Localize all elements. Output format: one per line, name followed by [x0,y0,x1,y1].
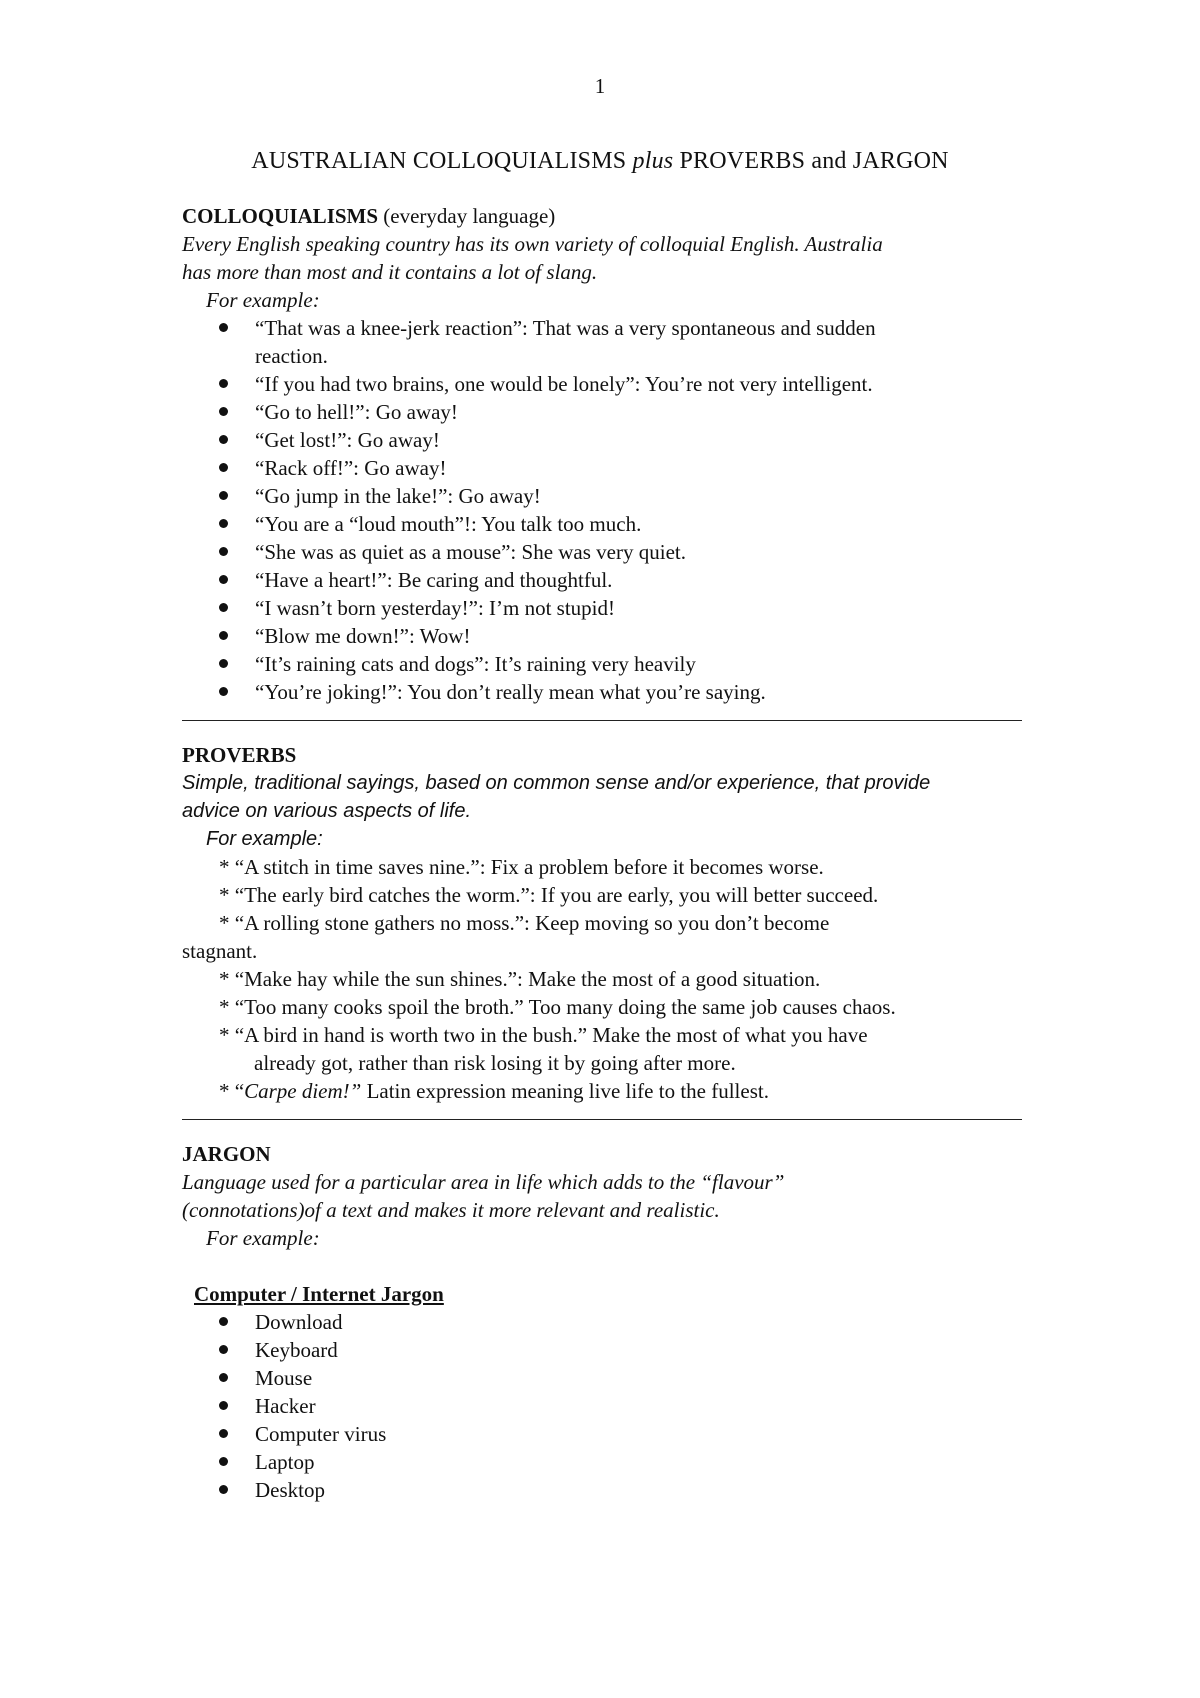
jargon-list [182,1308,1022,1504]
list-item-text: “I wasn’t born yesterday!”: I’m not stupid! [255,596,616,620]
document-body [182,202,1022,1504]
list-item [182,1448,1022,1476]
bullet-icon [219,687,228,696]
jargon-heading: JARGON [182,1142,271,1166]
jargon-description-line1: Language used for a particular area in life which adds to the “flavour” [182,1170,785,1194]
list-item [182,482,1022,510]
colloquialisms-heading: COLLOQUIALISMS [182,204,379,228]
list-item-text: Download [255,1310,343,1334]
bullet-icon [219,1485,228,1494]
list-item [182,1420,1022,1448]
proverbs-section [182,741,1022,1105]
page-number: 1 [594,74,606,98]
colloquialisms-heading-line [182,202,1022,230]
bullet-icon [219,1429,228,1438]
list-item-text-cont: reaction. [255,344,328,368]
title-part1: AUSTRALIAN COLLOQUIALISMS [251,148,633,174]
bullet-icon [219,323,228,332]
proverbs-example-label: For example: [206,828,323,850]
list-item [182,454,1022,482]
colloquialisms-section [182,202,1022,706]
list-item-text: “Get lost!”: Go away! [255,428,440,452]
bullet-icon [219,631,228,640]
bullet-icon [219,603,228,612]
list-item [182,650,1022,678]
proverb-italic: Carpe diem!” [244,1079,362,1103]
list-item [182,398,1022,426]
list-item [182,594,1022,622]
proverbs-heading: PROVERBS [182,743,297,767]
bullet-icon [219,575,228,584]
proverbs-description-line1: Simple, traditional sayings, based on common sense and/or experience, that provide [182,772,931,794]
section-divider [182,720,1022,721]
list-item [182,1364,1022,1392]
list-item [182,426,1022,454]
colloquialisms-heading-note: (everyday language) [378,204,556,228]
list-item [182,566,1022,594]
list-item-text: “That was a knee-jerk reaction”: That was a very spontaneous and sudden [255,316,876,340]
list-item-text: Mouse [255,1366,313,1390]
jargon-description-line2: (connotations)of a text and makes it more relevant and realistic. [182,1198,720,1222]
list-item-text: “Rack off!”: Go away! [255,456,447,480]
bullet-icon [219,519,228,528]
proverb-item-cont: stagnant. [182,939,258,963]
proverb-item: * “Too many cooks spoil the broth.” Too many doing the same job causes chaos. [219,995,896,1019]
proverb-suffix: Latin expression meaning live life to the fullest. [361,1079,769,1103]
bullet-icon [219,1317,228,1326]
list-item-text: “She was as quiet as a mouse”: She was very quiet. [255,540,686,564]
list-item-text: “It’s raining cats and dogs”: It’s raining very heavily [255,652,696,676]
list-item-text: “You’re joking!”: You don’t really mean what you’re saying. [255,680,766,704]
proverb-item [182,1077,1022,1105]
jargon-section [182,1140,1022,1504]
title-italic: plus [632,148,674,174]
list-item [182,1476,1022,1504]
proverb-item: * “A stitch in time saves nine.”: Fix a problem before it becomes worse. [219,855,824,879]
list-item-text: Desktop [255,1478,325,1502]
bullet-icon [219,1345,228,1354]
jargon-sub-heading: Computer / Internet Jargon [194,1282,444,1306]
list-item [182,538,1022,566]
bullet-icon [219,491,228,500]
colloquialisms-example-label: For example: [206,288,320,312]
list-item-text: Hacker [255,1394,316,1418]
section-divider [182,1119,1022,1120]
list-item-text: “You are a “loud mouth”!: You talk too much. [255,512,642,536]
bullet-icon [219,1457,228,1466]
proverb-item: * “The early bird catches the worm.”: If you are early, you will better succeed. [219,883,879,907]
list-item [182,370,1022,398]
list-item-text: Laptop [255,1450,315,1474]
list-item [182,510,1022,538]
list-item [182,1336,1022,1364]
bullet-icon [219,1373,228,1382]
proverb-item: * “A rolling stone gathers no moss.”: Keep moving so you don’t become [219,911,830,935]
list-item [182,1392,1022,1420]
proverb-item-cont: already got, rather than risk losing it by going after more. [254,1051,736,1075]
list-item [182,1308,1022,1336]
list-item-text: “Go to hell!”: Go away! [255,400,458,424]
bullet-icon [219,435,228,444]
proverb-item: * “Make hay while the sun shines.”: Make the most of a good situation. [219,967,821,991]
bullet-icon [219,407,228,416]
bullet-icon [219,659,228,668]
bullet-icon [219,379,228,388]
list-item-text: “Blow me down!”: Wow! [255,624,471,648]
list-item-text: Computer virus [255,1422,387,1446]
proverbs-description-line2: advice on various aspects of life. [182,800,472,822]
document-title [0,148,1200,175]
list-item-text: “Go jump in the lake!”: Go away! [255,484,541,508]
bullet-icon [219,547,228,556]
list-item [182,622,1022,650]
list-item-text: “Have a heart!”: Be caring and thoughtful. [255,568,613,592]
bullet-icon [219,463,228,472]
list-item [182,678,1022,706]
colloquialisms-description-line2: has more than most and it contains a lot of slang. [182,260,598,284]
proverb-item: * “A bird in hand is worth two in the bush.” Make the most of what you have [219,1023,868,1047]
bullet-icon [219,1401,228,1410]
title-part2: PROVERBS and JARGON [673,148,949,174]
colloquialisms-list [182,314,1022,706]
list-item-text: “If you had two brains, one would be lonely”: You’re not very intelligent. [255,372,873,396]
jargon-example-label: For example: [206,1226,320,1250]
list-item [182,314,1022,370]
colloquialisms-description-line1: Every English speaking country has its own variety of colloquial English. Australia [182,232,883,256]
proverb-prefix: * “ [219,1079,245,1103]
list-item-text: Keyboard [255,1338,338,1362]
